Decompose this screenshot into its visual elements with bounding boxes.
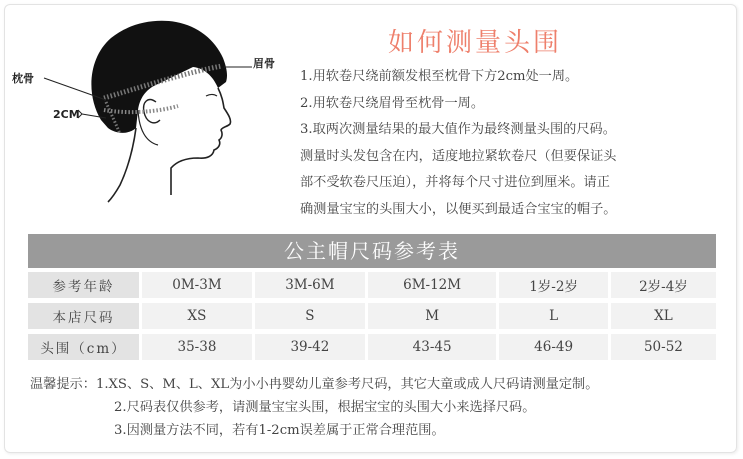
table-cell: 35-38 bbox=[142, 334, 255, 365]
tip-item: 2.尺码表仅供参考，请测量宝宝头围，根据宝宝的头围大小来选择尺码。 bbox=[114, 400, 536, 415]
instruction-line: 2.用软卷尺绕眉骨至枕骨一周。 bbox=[300, 95, 485, 111]
table-row bbox=[28, 272, 716, 303]
table-cell: M bbox=[368, 303, 499, 334]
table-cell: 43-45 bbox=[368, 334, 499, 365]
instruction-line: 3.取两次测量结果的最大值作为最终测量头围的尺码。 bbox=[300, 122, 616, 137]
tips-section bbox=[30, 373, 730, 442]
table-cell: 46-49 bbox=[499, 334, 611, 365]
table-cell: 50-52 bbox=[611, 334, 716, 365]
table-cell: 1岁-2岁 bbox=[499, 272, 611, 303]
row-header: 头围（cm） bbox=[28, 334, 142, 365]
instruction-line: 测量时头发包含在内，适度地拉紧软卷尺（但要保证头 bbox=[300, 148, 617, 164]
brow-bone-label: 眉骨 bbox=[253, 57, 275, 70]
distance-label: 2CM bbox=[53, 108, 80, 121]
table-cell: S bbox=[255, 303, 368, 334]
tip-item: 3.因测量方法不同，若有1-2cm误差属于正常合理范围。 bbox=[114, 423, 445, 438]
table-cell: 2岁-4岁 bbox=[611, 272, 716, 303]
size-table-title: 公主帽尺码参考表 bbox=[28, 234, 716, 268]
page-title: 如何测量头围 bbox=[387, 28, 562, 58]
head-silhouette-icon bbox=[8, 10, 293, 215]
table-row bbox=[28, 334, 716, 365]
row-header: 参考年龄 bbox=[28, 272, 142, 303]
size-chart-table bbox=[28, 272, 716, 365]
row-header: 本店尺码 bbox=[28, 303, 142, 334]
table-cell: XS bbox=[142, 303, 255, 334]
table-cell: 39-42 bbox=[255, 334, 368, 365]
occipital-label: 枕骨 bbox=[12, 72, 34, 85]
table-cell: 6M-12M bbox=[368, 272, 499, 303]
table-cell: L bbox=[499, 303, 611, 334]
measurement-instructions bbox=[300, 64, 725, 223]
instruction-line: 确测量宝宝的头围大小，以便买到最适合宝宝的帽子。 bbox=[300, 201, 617, 217]
instruction-line: 部不受软卷尺压迫），并将每个尺寸进位到厘米。请正 bbox=[300, 175, 610, 190]
tips-label: 温馨提示： bbox=[30, 377, 96, 392]
table-cell: 0M-3M bbox=[142, 272, 255, 303]
tip-line bbox=[30, 373, 730, 396]
table-cell: 3M-6M bbox=[255, 272, 368, 303]
table-cell: XL bbox=[611, 303, 716, 334]
tip-item: 1.XS、S、M、L、XL为小小冉婴幼儿童参考尺码，其它大童或成人尺码请测量定制。 bbox=[95, 377, 599, 392]
table-row bbox=[28, 303, 716, 334]
head-measure-illustration bbox=[8, 10, 293, 215]
instruction-line: 1.用软卷尺绕前额发根至枕骨下方2cm处一周。 bbox=[300, 69, 579, 84]
